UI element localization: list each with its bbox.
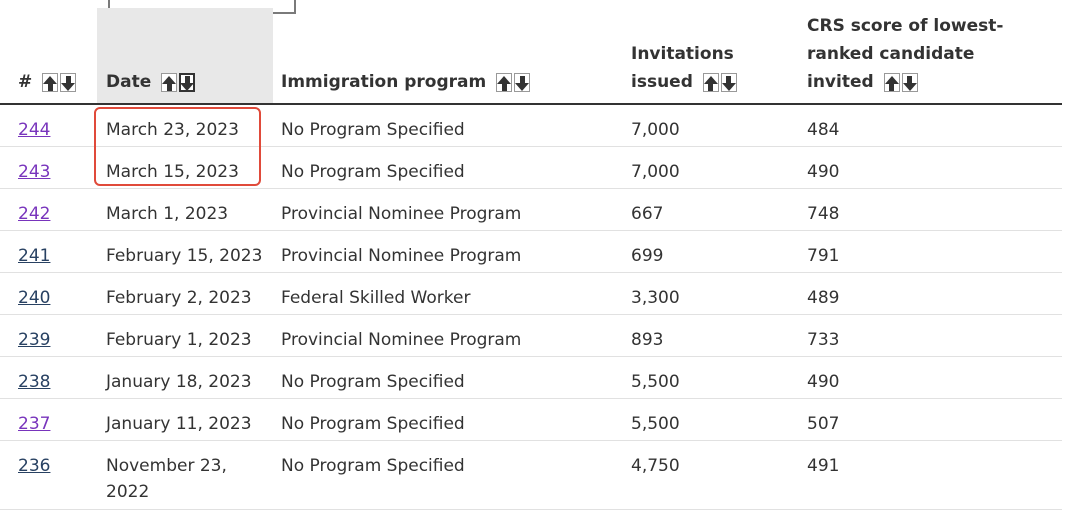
column-header-label: issued — [631, 72, 693, 92]
rank-cell — [18, 369, 50, 395]
column-header-label: # — [18, 72, 33, 92]
rank-cell — [18, 117, 50, 143]
sort-descending-button[interactable] — [902, 73, 918, 92]
rank-cell — [18, 453, 50, 479]
sort-descending-button[interactable] — [179, 73, 195, 92]
sort-controls — [884, 73, 918, 92]
rank-cell — [18, 159, 50, 185]
round-link[interactable]: 242 — [18, 204, 51, 224]
sort-controls — [161, 73, 195, 92]
column-header-invitations — [631, 40, 737, 96]
date-cell: November 23, 2022 — [106, 456, 227, 502]
date-cell: March 23, 2023 — [106, 120, 239, 140]
column-header-label: ranked candidate — [807, 44, 975, 64]
crs-score-cell: 507 — [807, 414, 840, 434]
program-cell: No Program Specified — [281, 456, 465, 476]
date-cell: January 11, 2023 — [106, 414, 252, 434]
sort-ascending-button[interactable] — [703, 73, 719, 92]
table-row — [0, 273, 1062, 315]
invitations-cell: 4,750 — [631, 456, 680, 476]
crs-score-cell: 489 — [807, 288, 840, 308]
crs-score-cell: 490 — [807, 162, 840, 182]
rank-cell — [18, 285, 50, 311]
table-row — [0, 441, 1062, 510]
rank-cell — [18, 201, 50, 227]
annotation-highlight-box — [94, 107, 261, 186]
column-header-label: Invitations — [631, 44, 734, 64]
rank-cell — [18, 243, 50, 269]
sort-ascending-button[interactable] — [496, 73, 512, 92]
crs-score-cell: 490 — [807, 372, 840, 392]
sort-ascending-button[interactable] — [884, 73, 900, 92]
column-header-number — [18, 68, 76, 96]
program-cell: No Program Specified — [281, 162, 465, 182]
program-cell: Federal Skilled Worker — [281, 288, 471, 308]
round-link[interactable]: 240 — [18, 288, 51, 308]
program-cell: No Program Specified — [281, 414, 465, 434]
table-row — [0, 315, 1062, 357]
sort-controls — [42, 73, 76, 92]
program-cell: Provincial Nominee Program — [281, 330, 522, 350]
round-link[interactable]: 237 — [18, 414, 51, 434]
invitations-cell: 7,000 — [631, 162, 680, 182]
column-header-label: Date — [106, 72, 152, 92]
column-header-label: Immigration program — [281, 72, 487, 92]
table-row — [0, 399, 1062, 441]
sort-descending-button[interactable] — [60, 73, 76, 92]
column-header-crs — [807, 12, 1003, 96]
column-header-program — [281, 68, 530, 96]
round-link[interactable]: 238 — [18, 372, 51, 392]
table-row — [0, 231, 1062, 273]
crs-score-cell: 733 — [807, 330, 840, 350]
sort-controls — [703, 73, 737, 92]
table-row — [0, 189, 1062, 231]
crs-score-cell: 491 — [807, 456, 840, 476]
column-header-label: CRS score of lowest- — [807, 16, 1004, 36]
invitations-cell: 893 — [631, 330, 664, 350]
round-link[interactable]: 239 — [18, 330, 51, 350]
round-link[interactable]: 243 — [18, 162, 51, 182]
rank-cell — [18, 411, 50, 437]
round-link[interactable]: 244 — [18, 120, 51, 140]
invitations-cell: 699 — [631, 246, 664, 266]
invitations-cell: 7,000 — [631, 120, 680, 140]
sort-ascending-button[interactable] — [42, 73, 58, 92]
date-cell: February 2, 2023 — [106, 288, 252, 308]
invitations-cell: 5,500 — [631, 372, 680, 392]
sort-descending-button[interactable] — [514, 73, 530, 92]
program-cell: No Program Specified — [281, 120, 465, 140]
date-cell: January 18, 2023 — [106, 372, 252, 392]
round-link[interactable]: 236 — [18, 456, 51, 476]
date-cell: February 15, 2023 — [106, 246, 263, 266]
table-row — [0, 357, 1062, 399]
program-cell: Provincial Nominee Program — [281, 246, 522, 266]
date-cell: February 1, 2023 — [106, 330, 252, 350]
invitations-cell: 3,300 — [631, 288, 680, 308]
program-cell: Provincial Nominee Program — [281, 204, 522, 224]
round-link[interactable]: 241 — [18, 246, 51, 266]
date-cell: March 15, 2023 — [106, 162, 239, 182]
column-header-date — [106, 68, 195, 96]
crs-score-cell: 791 — [807, 246, 840, 266]
program-cell: No Program Specified — [281, 372, 465, 392]
invitations-cell: 667 — [631, 204, 664, 224]
date-cell: March 1, 2023 — [106, 204, 229, 224]
invitations-cell: 5,500 — [631, 414, 680, 434]
sort-ascending-button[interactable] — [161, 73, 177, 92]
sort-controls — [496, 73, 530, 92]
rank-cell — [18, 327, 50, 353]
crs-score-cell: 748 — [807, 204, 840, 224]
sort-descending-button[interactable] — [721, 73, 737, 92]
column-header-label: invited — [807, 72, 874, 92]
crs-score-cell: 484 — [807, 120, 840, 140]
